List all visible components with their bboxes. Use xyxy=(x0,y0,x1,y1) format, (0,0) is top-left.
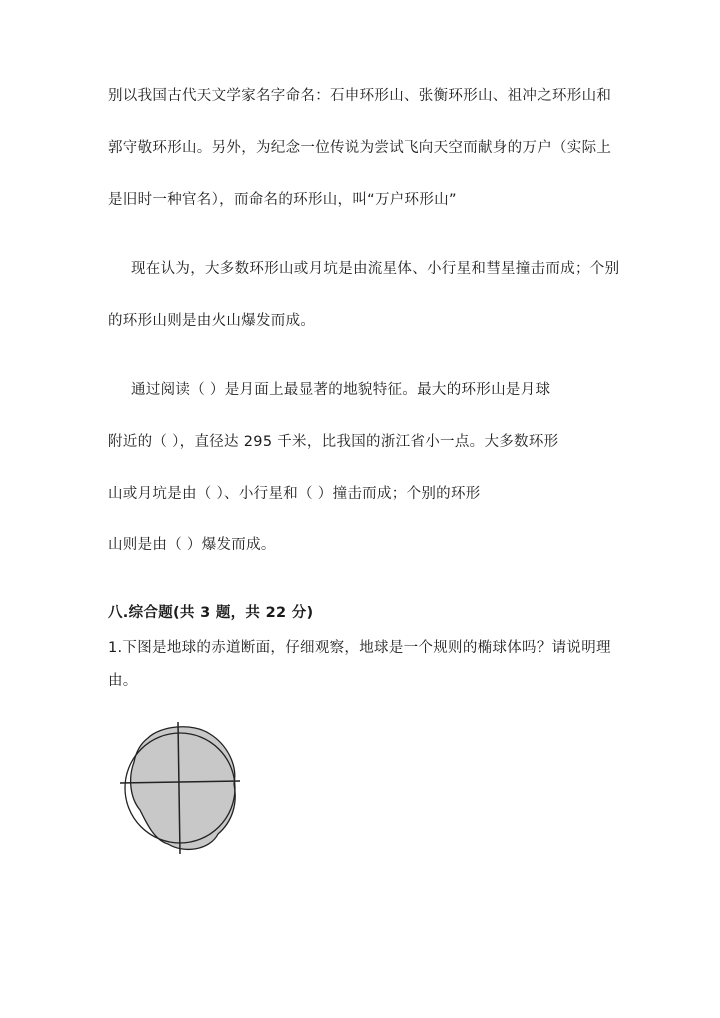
question-1-line-2: 由。 xyxy=(108,673,138,689)
passage-line-5: 的环形山则是由火山爆发而成。 xyxy=(108,313,316,329)
passage-line-1: 别以我国古代天文学家名字命名：石申环形山、张衡环形山、祖冲之环形山和 xyxy=(108,88,612,104)
passage-line-4: 现在认为，大多数环形山或月坑是由流星体、小行星和彗星撞击而成；个别 xyxy=(131,261,620,277)
section-title: 八.综合题(共 3 题，共 22 分) xyxy=(108,605,314,621)
fill-in-line-3: 山或月坑是由（ ）、小行星和（ ）撞击而成；个别的环形 xyxy=(108,486,481,502)
fill-in-line-2: 附近的（ ），直径达 295 千米，比我国的浙江省小一点。大多数环形 xyxy=(108,434,559,450)
passage-line-3: 是旧时一种官名），而命名的环形山，叫“万户环形山” xyxy=(108,192,457,208)
question-1-line-1: 1.下图是地球的赤道断面，仔细观察，地球是一个规则的椭球体吗？请说明理 xyxy=(108,640,611,656)
passage-line-2: 郭守敬环形山。另外，为纪念一位传说为尝试飞向天空而献身的万户（实际上 xyxy=(108,140,612,156)
fill-in-line-1: 通过阅读（ ）是月面上最显著的地貌特征。最大的环形山是月球 xyxy=(131,382,551,398)
fill-in-line-4: 山则是由（ ）爆发而成。 xyxy=(108,537,276,553)
earth-equator-cross-section xyxy=(118,718,242,856)
